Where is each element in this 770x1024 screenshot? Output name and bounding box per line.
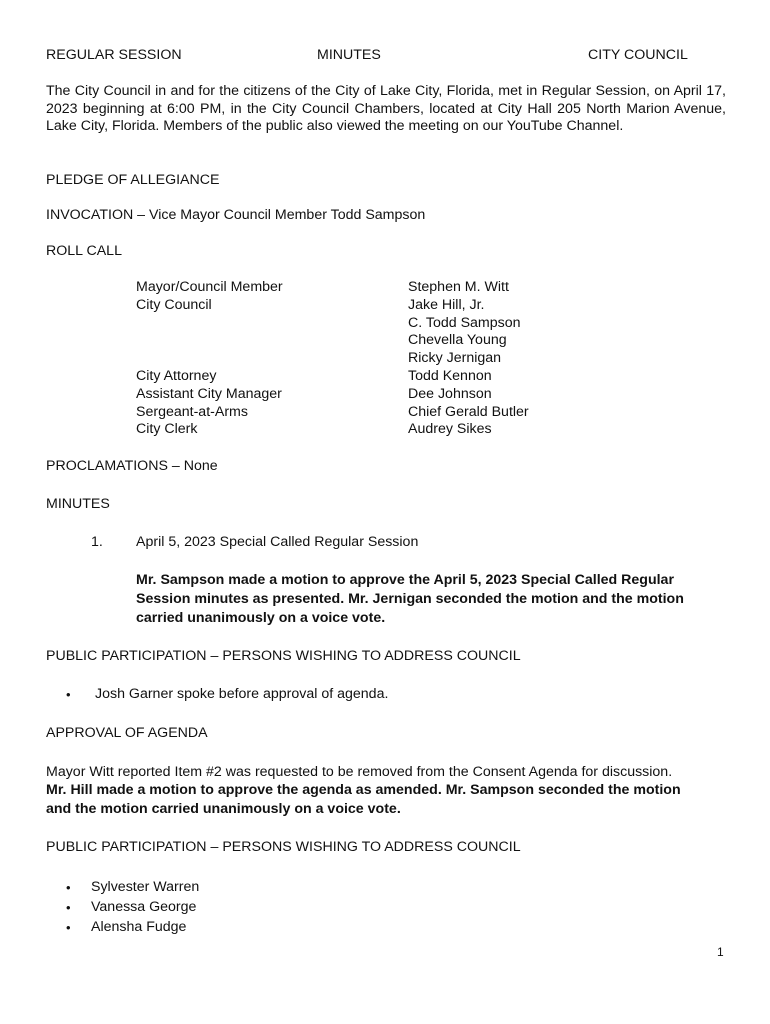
minutes-item-number: 1. bbox=[91, 534, 103, 550]
roll-call-name: Chevella Young bbox=[408, 332, 507, 349]
roll-call-title: Mayor/Council Member bbox=[136, 279, 283, 295]
agenda-report-line: Mayor Witt reported Item #2 was requested to be removed from the Consent Agenda for discussion. bbox=[46, 764, 673, 780]
participant-item: Vanessa George bbox=[91, 899, 197, 915]
minutes-motion-line: Mr. Sampson made a motion to approve the April 5, 2023 Special Called Regular bbox=[136, 572, 674, 588]
roll-call-name: Chief Gerald Butler bbox=[408, 403, 529, 420]
bullet-icon: • bbox=[66, 920, 71, 935]
proclamations-line: PROCLAMATIONS – None bbox=[46, 458, 218, 474]
roll-call-title: Assistant City Manager bbox=[136, 385, 282, 402]
participant-item: Sylvester Warren bbox=[91, 879, 200, 895]
minutes-heading: MINUTES bbox=[46, 496, 110, 512]
pledge-heading: PLEDGE OF ALLEGIANCE bbox=[46, 172, 220, 188]
participant-item: Josh Garner spoke before approval of agenda. bbox=[95, 686, 389, 702]
document-header bbox=[46, 47, 726, 65]
roll-call-title bbox=[136, 315, 283, 333]
roll-call-name: C. Todd Sampson bbox=[408, 314, 521, 331]
roll-call-name: Audrey Sikes bbox=[408, 421, 492, 438]
roll-call-name: Dee Johnson bbox=[408, 385, 492, 402]
bullet-icon: • bbox=[66, 687, 71, 702]
roll-call-titles bbox=[136, 279, 283, 439]
roll-call-heading: ROLL CALL bbox=[46, 243, 122, 259]
header-session-type: REGULAR SESSION bbox=[46, 47, 182, 63]
approval-of-agenda-heading: APPROVAL OF AGENDA bbox=[46, 725, 208, 741]
bullet-icon: • bbox=[66, 900, 71, 915]
roll-call-title bbox=[136, 350, 283, 368]
invocation-line: INVOCATION – Vice Mayor Council Member Todd Sampson bbox=[46, 207, 426, 223]
roll-call-title: Sergeant-at-Arms bbox=[136, 403, 248, 420]
minutes-motion-line: carried unanimously on a voice vote. bbox=[136, 610, 386, 626]
agenda-motion-line: Mr. Hill made a motion to approve the agenda as amended. Mr. Sampson seconded the motion bbox=[46, 782, 681, 798]
roll-call-name: Ricky Jernigan bbox=[408, 350, 502, 367]
header-body-name: CITY COUNCIL bbox=[588, 47, 688, 63]
roll-call-title: City Attorney bbox=[136, 367, 217, 384]
minutes-motion-line: Session minutes as presented. Mr. Jernigan seconded the motion and the motion bbox=[136, 591, 684, 607]
public-participation-heading: PUBLIC PARTICIPATION – PERSONS WISHING TO ADDRESS COUNCIL bbox=[46, 648, 521, 664]
minutes-item-title: April 5, 2023 Special Called Regular Session bbox=[136, 534, 419, 550]
roll-call-name: Jake Hill, Jr. bbox=[408, 296, 485, 313]
header-document-type: MINUTES bbox=[317, 47, 381, 63]
roll-call-title: City Clerk bbox=[136, 421, 198, 438]
roll-call-title bbox=[136, 332, 283, 350]
roll-call-names bbox=[408, 279, 529, 439]
roll-call-name: Stephen M. Witt bbox=[408, 279, 509, 295]
agenda-motion-line: and the motion carried unanimously on a voice vote. bbox=[46, 801, 401, 817]
participant-item: Alensha Fudge bbox=[91, 919, 187, 935]
public-participation-heading: PUBLIC PARTICIPATION – PERSONS WISHING TO ADDRESS COUNCIL bbox=[46, 839, 521, 855]
bullet-icon: • bbox=[66, 880, 71, 895]
page-number: 1 bbox=[717, 945, 724, 959]
roll-call-name: Todd Kennon bbox=[408, 367, 492, 384]
roll-call-title: City Council bbox=[136, 296, 212, 313]
intro-paragraph: The City Council in and for the citizens of the City of Lake City, Florida, met in Regular Session, on April 17, 2023 beginning at 6:00 PM, in the City Council Chambers, located at City Hall 205 North Marion Avenue, Lake City, Florida. Members of the public also viewed the meeting on our YouTube Channel. bbox=[46, 83, 726, 134]
